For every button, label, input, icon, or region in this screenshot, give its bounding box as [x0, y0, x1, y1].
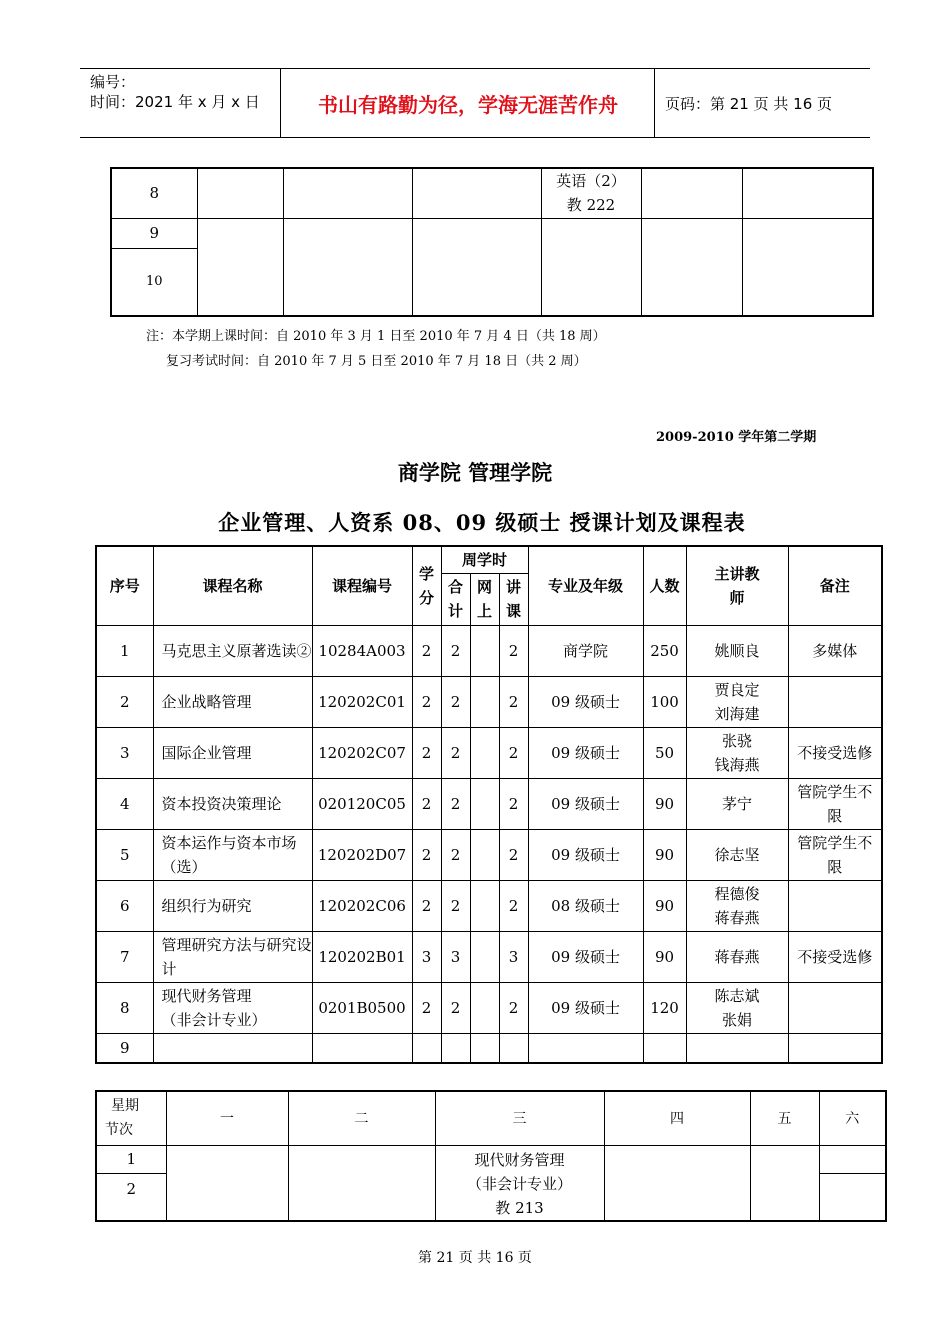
course-major: 09 级硕士	[528, 778, 643, 829]
course-teacher: 陈志斌 张娟	[686, 982, 788, 1033]
course-teacher	[686, 1033, 788, 1063]
hours-lecture: 2	[499, 727, 528, 778]
course-remark: 管院学生不限	[788, 778, 882, 829]
table-row	[96, 625, 882, 676]
hours-total: 3	[441, 931, 470, 982]
course-credit: 2	[412, 982, 441, 1033]
hours-lecture: 2	[499, 676, 528, 727]
day-header: 三	[435, 1091, 604, 1145]
course-major: 09 级硕士	[528, 829, 643, 880]
hours-lecture: 2	[499, 829, 528, 880]
hours-online	[470, 625, 499, 676]
row-number: 9	[111, 218, 197, 248]
course-code	[312, 1033, 412, 1063]
course-teacher: 茅宁	[686, 778, 788, 829]
course-teacher: 程德俊 蒋春燕	[686, 880, 788, 931]
course-name: 管理研究方法与研究设计	[153, 931, 312, 982]
hours-total: 2	[441, 880, 470, 931]
course-remark	[788, 982, 882, 1033]
period-number: 2	[96, 1174, 166, 1221]
hours-lecture: 2	[499, 778, 528, 829]
student-count: 120	[643, 982, 686, 1033]
student-count	[643, 1033, 686, 1063]
hours-online	[470, 1033, 499, 1063]
row-number: 8	[111, 168, 197, 218]
wednesday-course: 现代财务管理 （非会计专业） 教 213	[435, 1145, 604, 1221]
header-seq: 序号	[96, 546, 153, 625]
course-credit: 2	[412, 676, 441, 727]
row-seq: 6	[96, 880, 153, 931]
day-header: 二	[288, 1091, 435, 1145]
table-row	[96, 778, 882, 829]
header-page-info: 页码：第 21 页 共 16 页	[665, 94, 833, 113]
hours-total: 2	[441, 829, 470, 880]
hours-total: 2	[441, 982, 470, 1033]
hours-total	[441, 1033, 470, 1063]
course-code: 10284A003	[312, 625, 412, 676]
course-name	[153, 1033, 312, 1063]
hours-online	[470, 880, 499, 931]
page-subtitle: 企业管理、人资系 08、09 级硕士 授课计划及课程表	[218, 510, 746, 535]
course-major: 09 级硕士	[528, 676, 643, 727]
student-count: 90	[643, 880, 686, 931]
course-major: 08 级硕士	[528, 880, 643, 931]
hours-online	[470, 778, 499, 829]
header-meta	[80, 69, 281, 137]
course-teacher: 蒋春燕	[686, 931, 788, 982]
course-name: 企业战略管理	[153, 676, 312, 727]
day-header: 六	[819, 1091, 886, 1145]
hours-online	[470, 727, 499, 778]
header-count: 人数	[643, 546, 686, 625]
course-credit: 2	[412, 625, 441, 676]
hours-online	[470, 931, 499, 982]
course-code: 120202D07	[312, 829, 412, 880]
course-code: 020120C05	[312, 778, 412, 829]
table-row	[96, 931, 882, 982]
note-line-2: 复习考试时间：自 2010 年 7 月 5 日至 2010 年 7 月 18 日（共 2 周）	[166, 354, 587, 369]
period-number: 1	[96, 1145, 166, 1174]
student-count: 250	[643, 625, 686, 676]
course-code: 120202C06	[312, 880, 412, 931]
course-credit: 2	[412, 778, 441, 829]
row-seq: 7	[96, 931, 153, 982]
course-teacher: 姚顺良	[686, 625, 788, 676]
course-remark	[788, 880, 882, 931]
table-row	[96, 676, 882, 727]
course-credit: 3	[412, 931, 441, 982]
hours-lecture	[499, 1033, 528, 1063]
course-remark	[788, 676, 882, 727]
row-number: 10	[111, 248, 197, 316]
course-major: 商学院	[528, 625, 643, 676]
header-online: 网上	[470, 573, 499, 625]
course-credit: 2	[412, 829, 441, 880]
header-weekly: 周学时	[441, 546, 528, 573]
day-header: 一	[166, 1091, 288, 1145]
day-header: 五	[750, 1091, 819, 1145]
weekly-schedule-table	[95, 1090, 887, 1222]
row-seq: 2	[96, 676, 153, 727]
course-teacher: 张骁 钱海燕	[686, 727, 788, 778]
table-row	[96, 880, 882, 931]
hours-total: 2	[441, 778, 470, 829]
course-name: 国际企业管理	[153, 727, 312, 778]
course-teacher: 徐志坚	[686, 829, 788, 880]
top-schedule-table	[110, 167, 874, 317]
course-major: 09 级硕士	[528, 982, 643, 1033]
header-remark: 备注	[788, 546, 882, 625]
hours-lecture: 2	[499, 880, 528, 931]
student-count: 90	[643, 778, 686, 829]
note-line-1: 注：本学期上课时间：自 2010 年 3 月 1 日至 2010 年 7 月 4 日（共 18 周）	[146, 329, 606, 344]
course-teacher: 贾良定 刘海建	[686, 676, 788, 727]
course-name: 组织行为研究	[153, 880, 312, 931]
course-code: 0201B0500	[312, 982, 412, 1033]
hours-lecture: 3	[499, 931, 528, 982]
course-name: 马克思主义原著选读②	[153, 625, 312, 676]
header-major: 专业及年级	[528, 546, 643, 625]
course-remark	[788, 1033, 882, 1063]
page-header	[80, 68, 870, 138]
student-count: 90	[643, 829, 686, 880]
hours-lecture: 2	[499, 625, 528, 676]
hours-total: 2	[441, 727, 470, 778]
course-credit	[412, 1033, 441, 1063]
table-row	[96, 1033, 882, 1063]
course-name: 资本运作与资本市场（选）	[153, 829, 312, 880]
row-seq: 8	[96, 982, 153, 1033]
student-count: 50	[643, 727, 686, 778]
course-name: 资本投资决策理论	[153, 778, 312, 829]
course-major: 09 级硕士	[528, 931, 643, 982]
hours-online	[470, 676, 499, 727]
hours-total: 2	[441, 676, 470, 727]
course-plan-table	[95, 545, 883, 1064]
table-row	[96, 829, 882, 880]
course-credit: 2	[412, 880, 441, 931]
day-header: 四	[604, 1091, 750, 1145]
row-seq: 5	[96, 829, 153, 880]
header-total: 合计	[441, 573, 470, 625]
course-name: 英语（2）	[556, 172, 626, 191]
header-name: 课程名称	[153, 546, 312, 625]
course-remark: 管院学生不限	[788, 829, 882, 880]
table-row	[96, 727, 882, 778]
corner-period-label: 节次	[105, 1122, 133, 1139]
header-code: 课程编号	[312, 546, 412, 625]
row-seq: 4	[96, 778, 153, 829]
schedule-corner	[96, 1091, 166, 1145]
page-footer: 第 21 页 共 16 页	[418, 1250, 532, 1266]
student-count: 90	[643, 931, 686, 982]
row-seq: 1	[96, 625, 153, 676]
hours-online	[470, 829, 499, 880]
doc-time: 时间：2021 年 x 月 x 日	[90, 93, 260, 111]
row-seq: 9	[96, 1033, 153, 1063]
table-row	[96, 982, 882, 1033]
course-code: 120202C07	[312, 727, 412, 778]
hours-online	[470, 982, 499, 1033]
term-label: 2009-2010 学年第二学期	[656, 430, 817, 445]
header-teacher: 主讲教师	[686, 546, 788, 625]
corner-weekday-label: 星期	[111, 1098, 139, 1115]
student-count: 100	[643, 676, 686, 727]
course-remark: 不接受选修	[788, 931, 882, 982]
header-credit: 学分	[412, 546, 441, 625]
header-lecture: 讲课	[499, 573, 528, 625]
course-code: 120202C01	[312, 676, 412, 727]
course-remark: 多媒体	[788, 625, 882, 676]
course-major	[528, 1033, 643, 1063]
page-title: 商学院 管理学院	[397, 460, 553, 485]
course-credit: 2	[412, 727, 441, 778]
row-seq: 3	[96, 727, 153, 778]
course-room: 教 222	[566, 196, 616, 215]
course-major: 09 级硕士	[528, 727, 643, 778]
hours-lecture: 2	[499, 982, 528, 1033]
header-motto: 书山有路勤为径，学海无涯苦作舟	[282, 69, 655, 137]
course-name: 现代财务管理 （非会计专业）	[153, 982, 312, 1033]
doc-code: 编号：	[90, 73, 136, 91]
course-code: 120202B01	[312, 931, 412, 982]
course-remark: 不接受选修	[788, 727, 882, 778]
hours-total: 2	[441, 625, 470, 676]
course-cell	[541, 168, 641, 218]
